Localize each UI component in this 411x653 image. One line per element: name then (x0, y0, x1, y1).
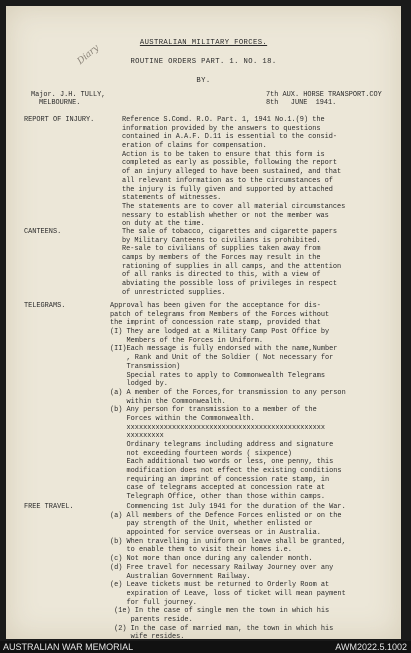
section-line: (2) In the case of married man, the town in which his (110, 624, 334, 633)
section-line: xxxxxxxxxxxxxxxxxxxxxxxxxxxxxxxxxxxxxxxxxxxxxxxx (110, 423, 326, 432)
section-line: (I) They are lodged at a Military Camp Post Office by (110, 328, 330, 337)
section-body-free-travel (110, 503, 380, 642)
section-line: completed as early as possible, following the report (122, 159, 338, 168)
section-line: not exceeding fourteen words ( sixpence) (110, 449, 292, 458)
section-line: by Military Canteens to civilians is prohibited. (122, 236, 321, 245)
document-subtitle: ROUTINE ORDERS PART. 1. NO. 18. (130, 58, 277, 66)
section-line: lodged by. (110, 380, 168, 389)
archive-footer (0, 641, 411, 653)
issue-date: 8th JUNE 1941. (266, 99, 337, 107)
section-line: camps by members of the Forces may result in the (122, 254, 321, 263)
archive-reference: AWM2022.5.1002 (335, 642, 407, 652)
section-line: contained in A.A.F. D.11 is essential to the consid- (122, 133, 338, 142)
section-line: all relevant information as to the circumstances of (122, 176, 333, 185)
section-line: the imprint of concession rate stamp, provided that (110, 319, 321, 328)
section-line: requiring an imprint of concession rate stamp, in (110, 475, 330, 484)
section-line: (a) A member of the Forces,for transmission to any person (110, 388, 346, 397)
issuer-unit: 7th AUX. HORSE TRANSPORT.COY (266, 91, 382, 99)
section-line: rationing of supplies in all camps, and the attention (122, 262, 342, 271)
section-line: information provided by the answers to questions (122, 124, 321, 133)
section-line: of an injury alleged to have been sustained, and that (122, 168, 342, 177)
section-line: (1e) In the case of single men the town in which his (110, 607, 330, 616)
section-line: (c) Not more than once during any calender month. (110, 555, 313, 564)
section-line: (b) Any person for transmission to a member of the (110, 406, 317, 415)
section-line: eration of claims for compensation. (122, 142, 267, 151)
section-line: (II)Each message is fully endorsed with the name,Number (110, 345, 338, 354)
diary-stamp: Diary (75, 43, 102, 67)
document-title: AUSTRALIAN MILITARY FORCES. (139, 39, 268, 47)
section-line: Transmission) (110, 362, 181, 371)
section-line: Approval has been given for the acceptance for dis- (110, 302, 321, 310)
section-body-report-of-injury (122, 116, 392, 229)
section-line: xxxxxxxxx (110, 432, 164, 441)
section-line: Action is to be taken to ensure that this form is (122, 150, 325, 159)
section-line: the injury is fully given and supported by attached (122, 185, 333, 194)
section-line: nessary to establish whether or not the member was (122, 211, 329, 220)
section-line: Re-sale to civilians of supplies taken away from (122, 245, 321, 254)
document-page (6, 6, 401, 642)
section-line: Forces within the Commonwealth. (110, 414, 255, 423)
section-line: The statements are to cover all material circumstances (122, 202, 346, 211)
section-line: (a) All members of the Defence Forces enlisted or on the (110, 511, 342, 520)
section-line: expiration of Leave, loss of ticket will mean payment (110, 589, 346, 598)
section-line: on duty at the time. (122, 220, 205, 229)
document-by: BY. (196, 77, 211, 85)
issuer-name: Major. J.H. TULLY, (31, 91, 106, 99)
section-line: for full journey. (110, 598, 197, 607)
section-title-canteens: CANTEENS. (24, 228, 62, 236)
section-line: pay strength of the Unit, whether enlisted or (110, 520, 313, 529)
section-line: of all ranks is directed to this, with a view of (122, 271, 321, 280)
section-line: Special rates to apply to Commonwealth Telegrams (110, 371, 326, 380)
section-line: wife resides. (110, 633, 185, 642)
section-line: The sale of tobacco, cigarettes and cigarette papers (122, 228, 338, 236)
section-line: Telegraph Office, other than those within camps. (110, 493, 326, 502)
section-line: Each additional two words or less, one penny, this (110, 458, 334, 467)
section-body-telegrams (110, 302, 380, 502)
section-line: (e) Leave tickets must be returned to Orderly Room at (110, 581, 330, 590)
section-line: to enable them to visit their homes i.e. (110, 546, 292, 555)
section-line: Commencing 1st July 1941 for the duration of the War. (110, 503, 346, 511)
section-line: abviating the possible loss of privileges in respect (122, 280, 338, 289)
section-line: case of telegrams accepted at concession rate at (110, 484, 326, 493)
section-line: (d) Free travel for necessary Railway Journey over any (110, 563, 334, 572)
section-title-report-of-injury: REPORT OF INJURY. (24, 116, 95, 124)
section-line: within the Commonwealth. (110, 397, 226, 406)
section-line: statements of witnesses. (122, 194, 222, 203)
section-line: of unrestricted supplies. (122, 288, 226, 297)
issuer-location: MELBOURNE. (39, 99, 81, 107)
section-line: modification does not effect the existing conditions (110, 467, 342, 476)
section-line: appointed for service overseas or in Australia. (110, 529, 321, 538)
section-line: (b) When travelling in uniform on leave shall be granted, (110, 537, 346, 546)
section-line: parents reside. (110, 615, 193, 624)
section-line: Members of the Forces in Uniform. (110, 336, 263, 345)
section-title-telegrams: TELEGRAMS. (24, 302, 66, 310)
archive-name: AUSTRALIAN WAR MEMORIAL (3, 642, 134, 652)
section-line: Reference S.Comd. R.O. Part. 1, 1941 No.1.(9) the (122, 116, 325, 124)
section-body-canteens (122, 228, 392, 298)
section-title-free-travel: FREE TRAVEL. (24, 503, 74, 511)
section-line: Australian Government Railway. (110, 572, 251, 581)
section-line: patch of telegrams from Members of the Forces without (110, 310, 330, 319)
section-line: , Rank and Unit of the Soldier ( Not necessary for (110, 354, 334, 363)
section-line: Ordinary telegrams including address and signature (110, 441, 334, 449)
